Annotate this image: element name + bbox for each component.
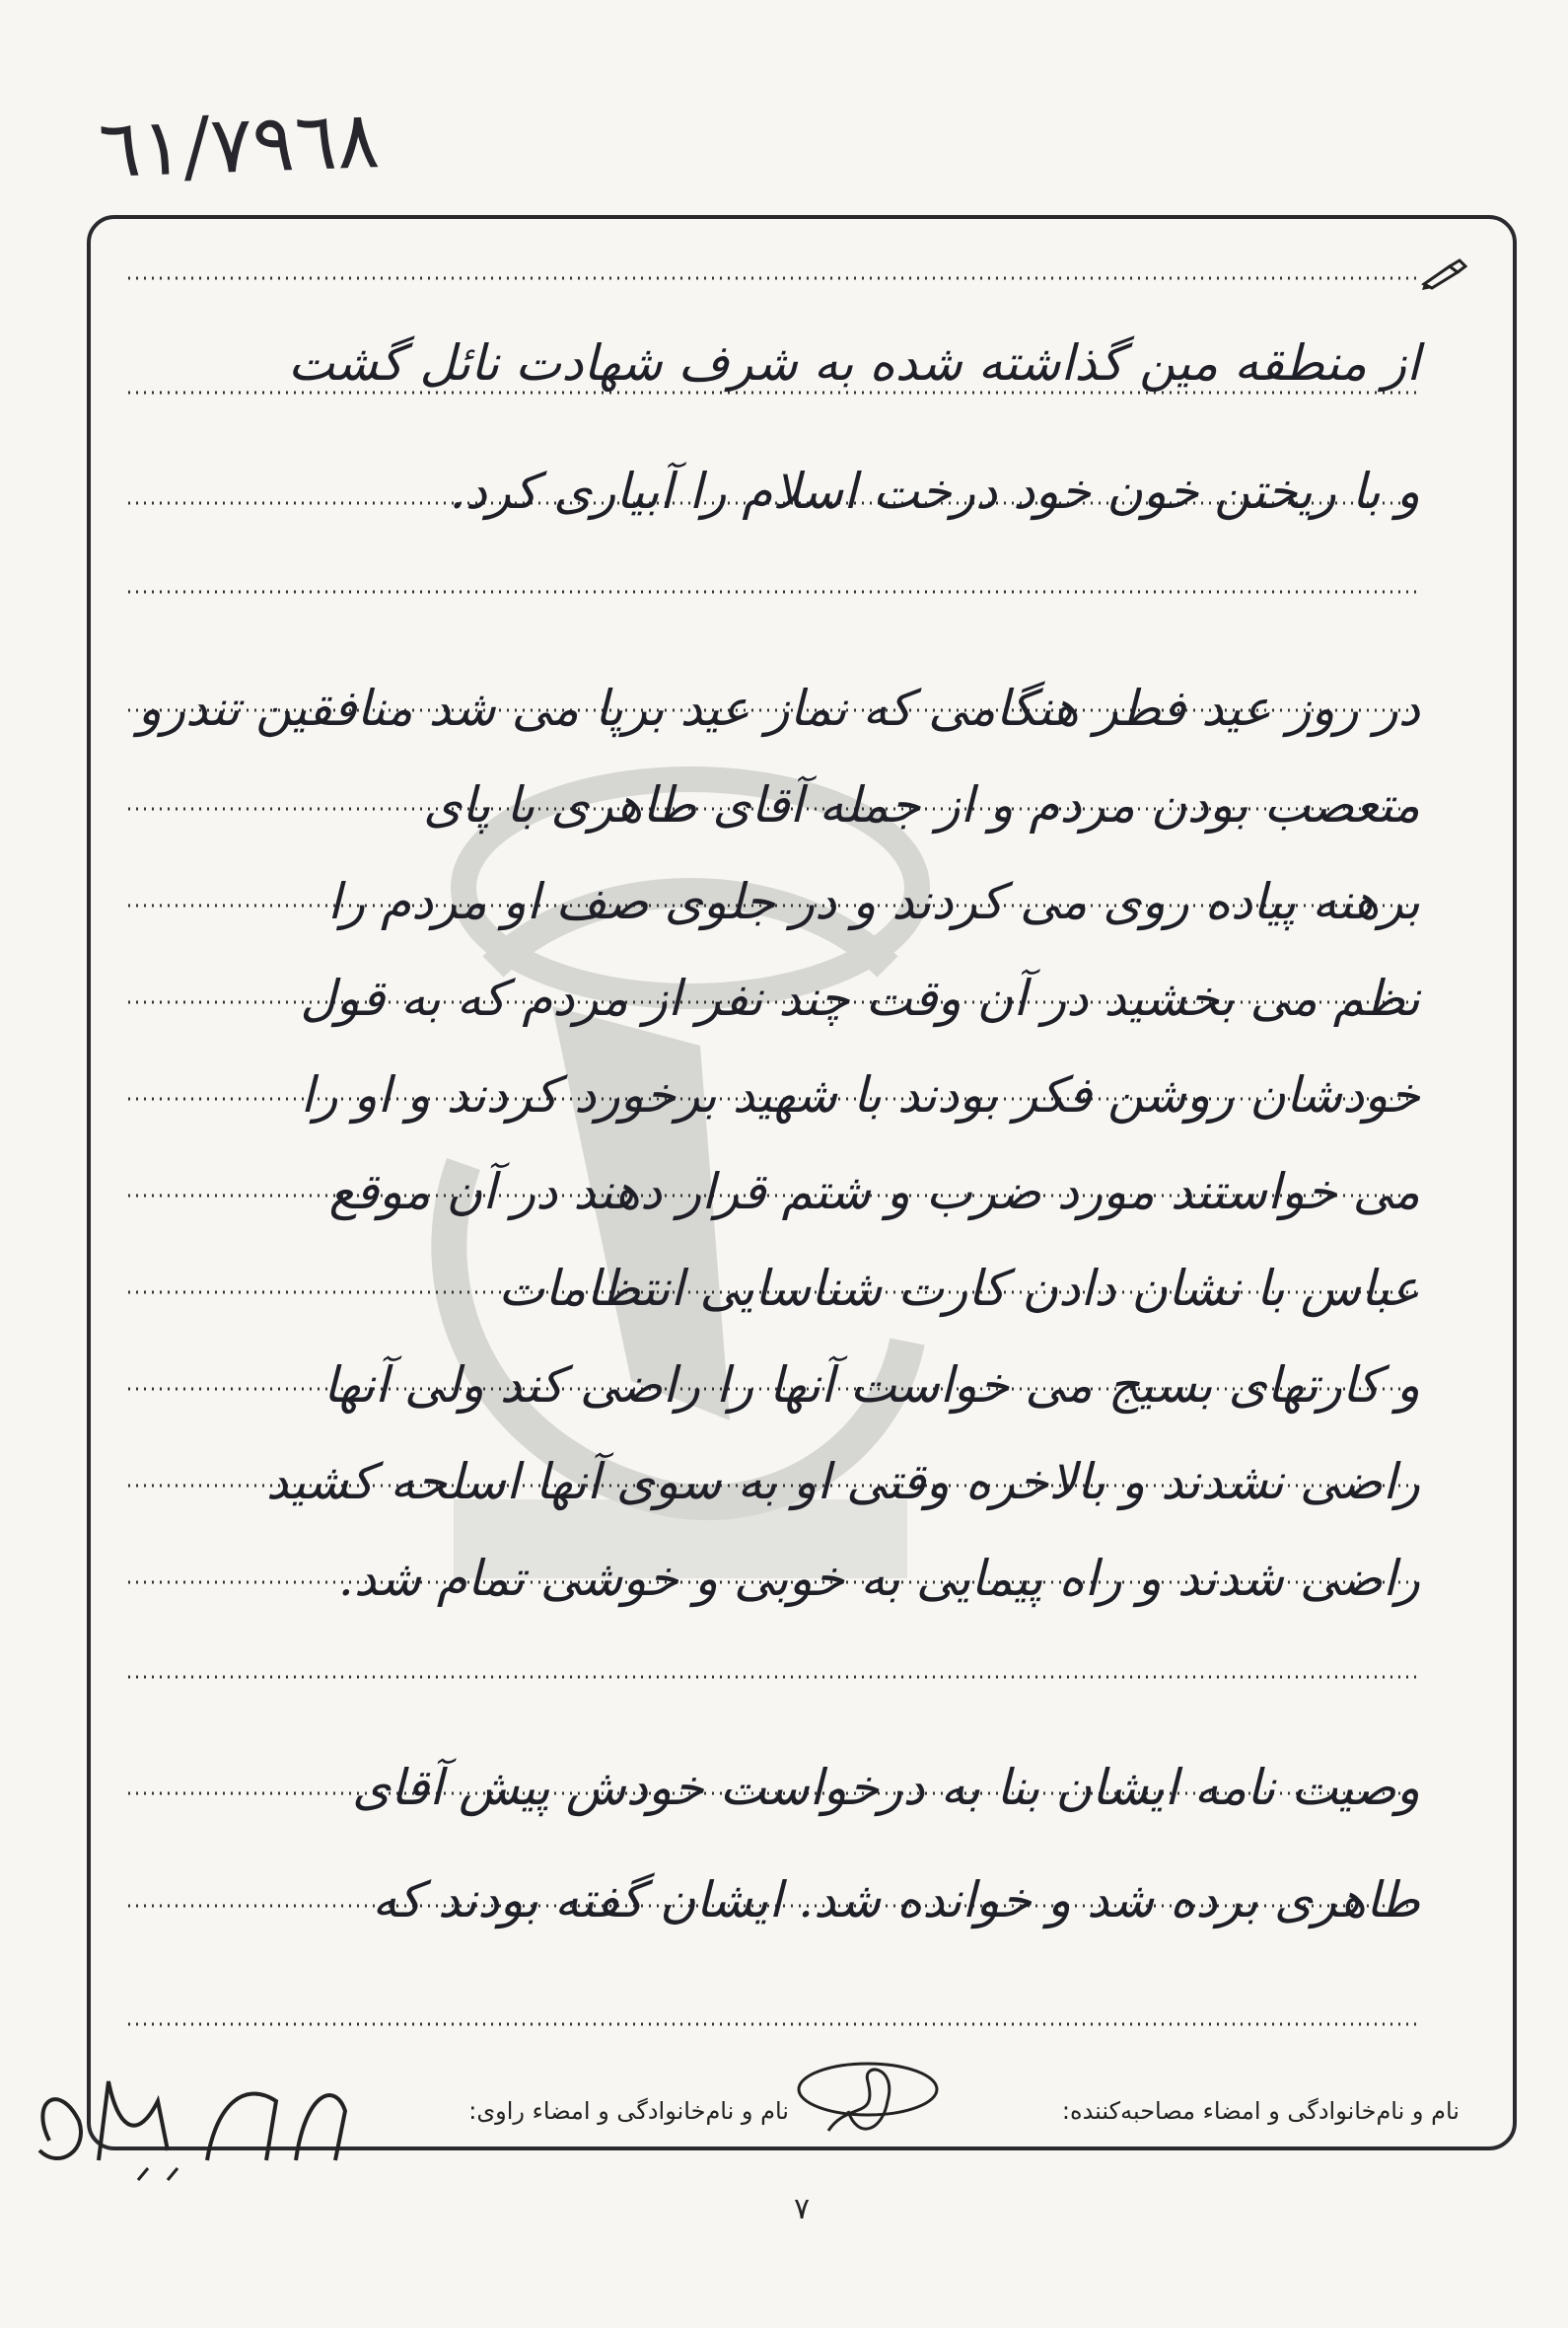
text-line: وصیت نامه ایشان بنا به درخواست خودش پیش آقای — [352, 1759, 1420, 1816]
text-line: راضی نشدند و بالاخره وقتی او به سوی آنها اسلحه کشید — [265, 1453, 1420, 1510]
footer-interviewer-label: نام و نام‌خانوادگی و امضاء مصاحبه‌کننده: — [1061, 2097, 1460, 2125]
handwritten-file-number: ٦١/٧٩٦٨ — [97, 94, 382, 195]
text-line: خودشان روشن فکر بودند با شهید برخورد کردند و او را — [300, 1066, 1420, 1124]
text-line: در روز عید فطر هنگامی که نماز عید برپا می شد منافقین تندرو — [137, 680, 1420, 737]
text-line: و با ریختن خون خود درخت اسلام را آبیاری کرد. — [449, 463, 1420, 520]
text-line: و کارتهای بسیج می خواست آنها را راضی کند ولی آنها — [322, 1356, 1420, 1414]
text-line: نظم می بخشید در آن وقت چند نفر از مردم که به قول — [300, 970, 1420, 1027]
footer-narrator-label: نام و نام‌خانوادگی و امضاء راوی: — [468, 2097, 789, 2125]
page-number: ۷ — [794, 2192, 811, 2226]
text-line: راضی شدند و راه پیمایی به خوبی و خوشی تمام شد. — [337, 1550, 1420, 1607]
text-line: می خواستند مورد ضرب و شتم قرار دهند در آن موقع — [328, 1163, 1420, 1220]
text-line: طاهری برده شد و خوانده شد. ایشان گفته بودند که — [372, 1871, 1420, 1928]
text-line: از منطقه مین گذاشته شده به شرف شهادت نائل گشت — [287, 334, 1420, 392]
narrator-signature — [20, 2042, 355, 2190]
pen-icon — [1420, 258, 1469, 292]
text-line: برهنه پیاده روی می کردند و در جلوی صف او مردم را — [327, 873, 1420, 930]
text-line: عباس با نشان دادن کارت شناسایی انتظامات — [498, 1260, 1420, 1317]
text-line: متعصب بودن مردم و از جمله آقای طاهری با پای — [423, 776, 1420, 834]
interviewer-signature — [789, 2042, 947, 2150]
